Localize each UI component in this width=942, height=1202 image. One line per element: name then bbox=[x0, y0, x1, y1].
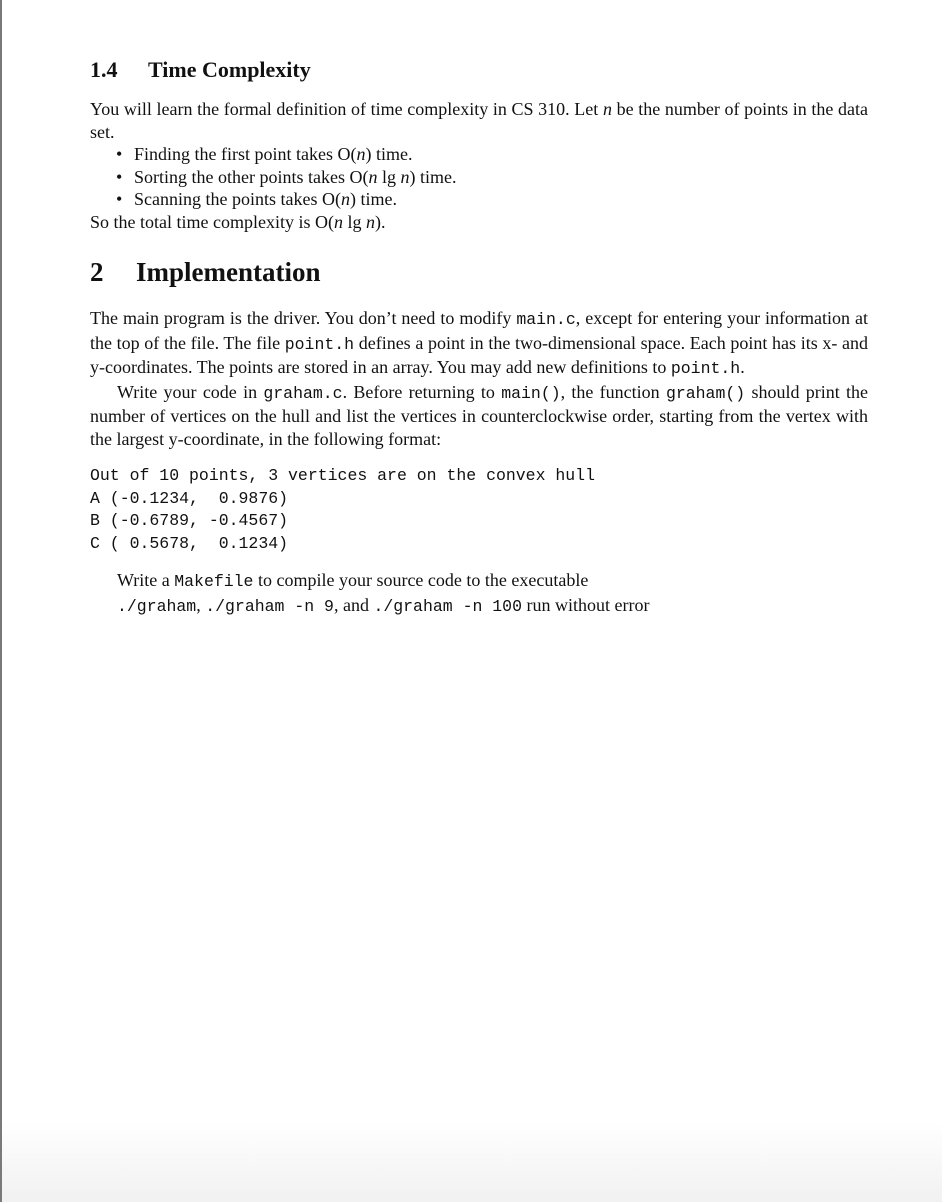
code-main-fn: main() bbox=[501, 383, 561, 403]
paragraph-text: . Before returning to bbox=[342, 381, 502, 402]
bullet-icon: • bbox=[116, 144, 123, 164]
bullet-text: Sorting the other points takes O( bbox=[134, 166, 369, 187]
intro-text-1: You will learn the formal definition of time complexity in CS 310. Let bbox=[90, 99, 603, 119]
paragraph-text: . bbox=[740, 357, 745, 377]
bullet-text: ) time. bbox=[365, 144, 413, 164]
bullet-text: Scanning the points takes O( bbox=[134, 189, 341, 209]
page-bottom-shade bbox=[2, 1122, 942, 1202]
paragraph-text: defines a point in the two-dimensional space. Each point has its x- and y-coordinates. The points are stored in an array. You may add new definitions to bbox=[90, 332, 869, 377]
code-graham-c: graham.c bbox=[263, 383, 343, 403]
section-heading bbox=[90, 255, 868, 289]
subsection-number: 1.4 bbox=[90, 57, 118, 82]
paragraph-text: run without error bbox=[521, 594, 650, 615]
makefile-paragraph bbox=[90, 569, 868, 618]
section-title: Implementation bbox=[136, 257, 321, 287]
code-graham-cmd-n9: ./graham -n 9 bbox=[205, 596, 334, 616]
code-main-c: main.c bbox=[516, 310, 576, 329]
paragraph-text: , the function bbox=[560, 381, 666, 402]
output-line: B (-0.6789, -0.4567) bbox=[90, 511, 289, 530]
paragraph-text: should print the number of vertices on the hull and list the vertices in counterclockwise order, starting from the vertex with the largest y-coordinate, in the following format: bbox=[90, 381, 868, 449]
output-line: A (-0.1234, 0.9876) bbox=[90, 488, 289, 508]
paragraph-text: to compile your source code to the executable bbox=[253, 570, 589, 590]
sample-output-block bbox=[90, 465, 868, 555]
paragraph-text: Write your code in bbox=[117, 381, 264, 402]
intro-math-n: n bbox=[602, 99, 612, 119]
output-line: C ( 0.5678, 0.1234) bbox=[90, 533, 289, 553]
list-item bbox=[116, 143, 868, 166]
complexity-list bbox=[90, 143, 868, 211]
math-var: n bbox=[400, 166, 410, 187]
math-var: n bbox=[333, 211, 343, 232]
math-var: n bbox=[368, 166, 378, 187]
list-item bbox=[116, 188, 868, 211]
total-text: lg bbox=[342, 211, 366, 232]
bullet-icon: • bbox=[116, 189, 123, 209]
code-makefile: Makefile bbox=[174, 572, 254, 591]
section-number: 2 bbox=[90, 257, 104, 287]
implementation-paragraph-1 bbox=[90, 307, 868, 381]
time-complexity-intro bbox=[90, 98, 868, 143]
total-text: So the total time complexity is O( bbox=[90, 211, 334, 232]
output-line: Out of 10 points, 3 vertices are on the convex hull bbox=[90, 466, 595, 485]
total-complexity bbox=[90, 211, 868, 234]
intro-text-2: be the number of points in the data set. bbox=[90, 99, 868, 142]
total-text: ). bbox=[374, 211, 386, 232]
bullet-text: Finding the first point takes O( bbox=[134, 144, 357, 164]
code-graham-cmd-n100: ./graham -n 100 bbox=[373, 596, 522, 616]
bullet-text: lg bbox=[377, 166, 401, 187]
subsection-heading bbox=[90, 56, 868, 84]
document-page bbox=[90, 56, 868, 618]
subsection-title: Time Complexity bbox=[148, 57, 311, 82]
paragraph-text: Write a bbox=[117, 570, 175, 590]
implementation-paragraph-2 bbox=[90, 381, 868, 451]
page-left-border bbox=[0, 0, 2, 1202]
paragraph-text: , except for entering your information at the top of the file. The file bbox=[90, 308, 868, 353]
code-point-h: point.h bbox=[670, 359, 741, 378]
code-graham-fn: graham() bbox=[665, 383, 746, 403]
math-var: n bbox=[365, 211, 375, 232]
bullet-icon: • bbox=[116, 166, 123, 187]
list-item bbox=[116, 166, 868, 189]
bullet-text: ) time. bbox=[409, 166, 457, 187]
paragraph-text: , bbox=[196, 594, 206, 615]
code-graham-cmd: ./graham bbox=[117, 596, 197, 616]
math-var: n bbox=[356, 144, 366, 164]
bullet-text: ) time. bbox=[349, 189, 397, 209]
code-point-h: point.h bbox=[284, 334, 355, 354]
math-var: n bbox=[340, 189, 350, 209]
paragraph-text: , and bbox=[333, 594, 374, 615]
paragraph-text: The main program is the driver. You don’t need to modify bbox=[90, 308, 517, 328]
